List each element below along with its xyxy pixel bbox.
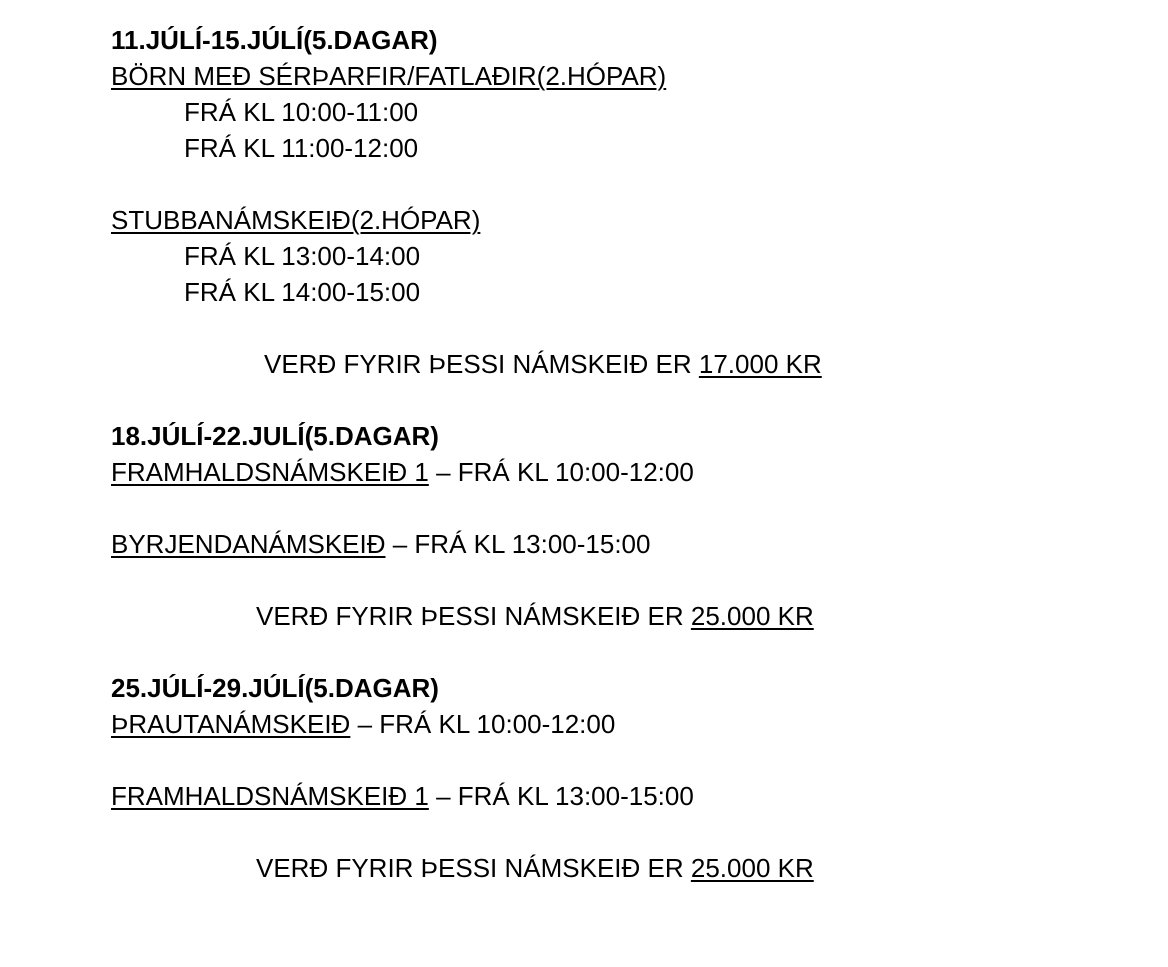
course-name: FRAMHALDSNÁMSKEIÐ 1 [111, 781, 429, 811]
spacer [111, 814, 1111, 850]
spacer [111, 562, 1111, 598]
spacer [111, 310, 1111, 346]
price-amount: 25.000 KR [690, 601, 814, 631]
spacer [111, 166, 1111, 202]
schedule-section-2 [111, 418, 1111, 670]
course-time: FRÁ KL 14:00-15:00 [184, 277, 421, 307]
spacer [111, 382, 1111, 418]
price-line [111, 598, 1111, 634]
course-time: – FRÁ KL 13:00-15:00 [385, 529, 651, 559]
course-name: STUBBANÁMSKEIÐ(2.HÓPAR) [111, 205, 481, 235]
course-name: BÖRN MEÐ SÉRÞARFIR/FATLAÐIR(2.HÓPAR) [111, 61, 667, 91]
section-heading: 18.JÚLÍ-22.JULÍ(5.DAGAR) [111, 421, 439, 451]
price-amount: 17.000 KR [698, 349, 822, 379]
course-time: – FRÁ KL 13:00-15:00 [428, 781, 694, 811]
price-label: VERÐ FYRIR ÞESSI NÁMSKEIÐ ER [256, 853, 691, 883]
course-time: – FRÁ KL 10:00-12:00 [350, 709, 616, 739]
course-line [111, 454, 1111, 490]
price-line [111, 346, 1111, 382]
price-label: VERÐ FYRIR ÞESSI NÁMSKEIÐ ER [256, 601, 691, 631]
course-name: FRAMHALDSNÁMSKEIÐ 1 [111, 457, 429, 487]
price-amount: 25.000 KR [690, 853, 814, 883]
course-time: FRÁ KL 10:00-11:00 [184, 97, 419, 127]
spacer [111, 490, 1111, 526]
course-line [111, 526, 1111, 562]
spacer [111, 634, 1111, 670]
course-schedule-document [111, 22, 1111, 886]
spacer [111, 742, 1111, 778]
course-name: ÞRAUTANÁMSKEIÐ [111, 709, 351, 739]
course-time: FRÁ KL 11:00-12:00 [184, 133, 419, 163]
schedule-section-3 [111, 670, 1111, 886]
course-line [111, 778, 1111, 814]
course-line [111, 706, 1111, 742]
price-label: VERÐ FYRIR ÞESSI NÁMSKEIÐ ER [264, 349, 699, 379]
course-time: – FRÁ KL 10:00-12:00 [428, 457, 694, 487]
section-heading: 11.JÚLÍ-15.JÚLÍ(5.DAGAR) [111, 25, 438, 55]
section-heading: 25.JÚLÍ-29.JÚLÍ(5.DAGAR) [111, 673, 439, 703]
course-time: FRÁ KL 13:00-14:00 [184, 241, 421, 271]
price-line [111, 850, 1111, 886]
course-name: BYRJENDANÁMSKEIÐ [111, 529, 386, 559]
schedule-section-1 [111, 22, 1111, 418]
